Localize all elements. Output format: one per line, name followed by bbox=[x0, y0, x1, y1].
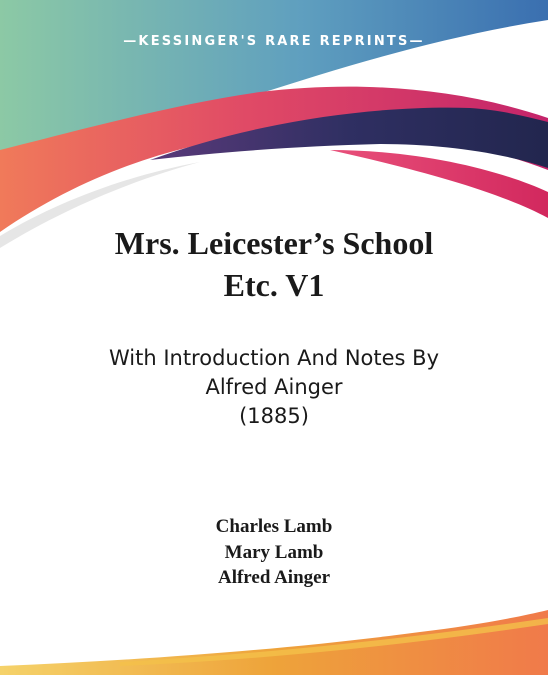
book-subtitle bbox=[0, 344, 548, 431]
subtitle-line-2: Alfred Ainger bbox=[205, 375, 343, 399]
title-line-2: Etc. V1 bbox=[223, 267, 325, 303]
author-name: Charles Lamb bbox=[215, 516, 333, 537]
title-line-1: Mrs. Leicester’s School bbox=[114, 225, 434, 261]
bottom-swoosh bbox=[0, 610, 548, 675]
book-title bbox=[0, 222, 548, 306]
subtitle-line-3: (1885) bbox=[239, 404, 309, 428]
publisher-banner bbox=[0, 34, 548, 49]
subtitle-line-1: With Introduction And Notes By bbox=[108, 346, 440, 370]
magenta-ribbon bbox=[330, 150, 548, 218]
author-name: Mary Lamb bbox=[224, 541, 324, 563]
author-name: Alfred Ainger bbox=[217, 567, 331, 588]
author-list bbox=[0, 514, 548, 591]
publisher-name: —KESSINGER'S RARE REPRINTS— bbox=[123, 34, 425, 49]
